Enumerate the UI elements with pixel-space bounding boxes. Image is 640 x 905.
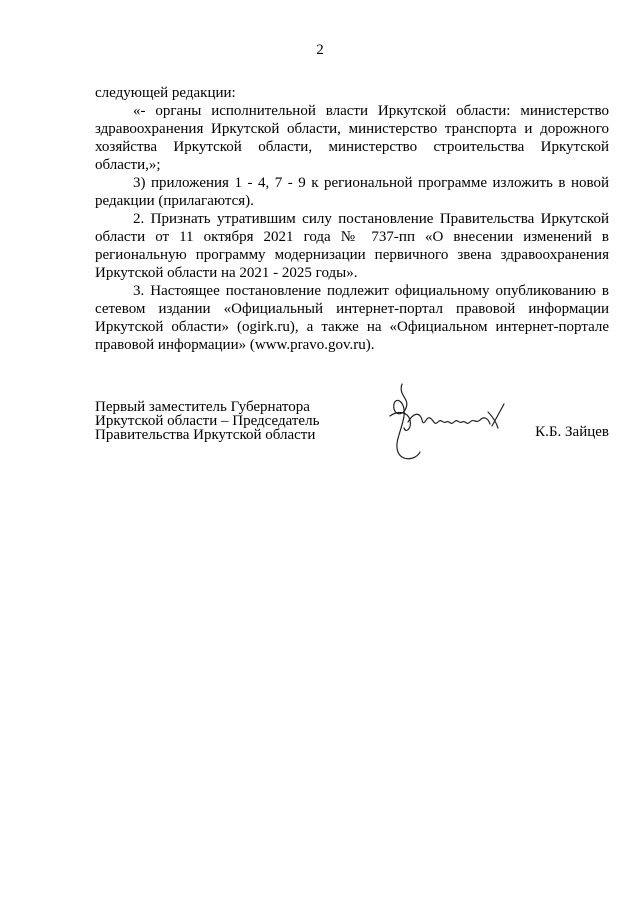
paragraph-4: 3. Настоящее постановление подлежит официальному опубликованию в сетевом издании «Официальный интернет-портал правовой информации Иркутской области» (ogirk.ru), а также на «Официальном интернет-портале правовой информации» (www.pravo.gov.ru). [95, 283, 609, 353]
signer-position-line-3: Правительства Иркутской области [95, 427, 316, 443]
paragraph-1: «- органы исполнительной власти Иркутской области: министерство здравоохранения Иркутской области, министерство транспорта и дорожного хозяйства Иркутской области, министерство строительства Иркутской области,»; [95, 103, 609, 173]
paragraph-3: 2. Признать утратившим силу постановление Правительства Иркутской области от 11 октября 2021 года № 737-пп «О внесении изменений в региональную программу модернизации первичного звена здравоохранения Иркутской области на 2021 - 2025 годы». [95, 211, 609, 281]
signature-block [95, 396, 609, 476]
paragraph-0: следующей редакции: [95, 85, 236, 101]
signer-position-line-2: Иркутской области – Председатель [95, 413, 320, 429]
signer-position [95, 400, 319, 442]
page-number: 2 [316, 42, 324, 58]
signer-position-line-1: Первый заместитель Губернатора [95, 399, 310, 415]
signer-name: К.Б. Зайцев [535, 424, 609, 440]
handwritten-signature-icon [380, 382, 530, 472]
document-body [95, 84, 609, 354]
paragraph-2: 3) приложения 1 - 4, 7 - 9 к региональной программе изложить в новой редакции (прилагаются). [95, 175, 609, 209]
